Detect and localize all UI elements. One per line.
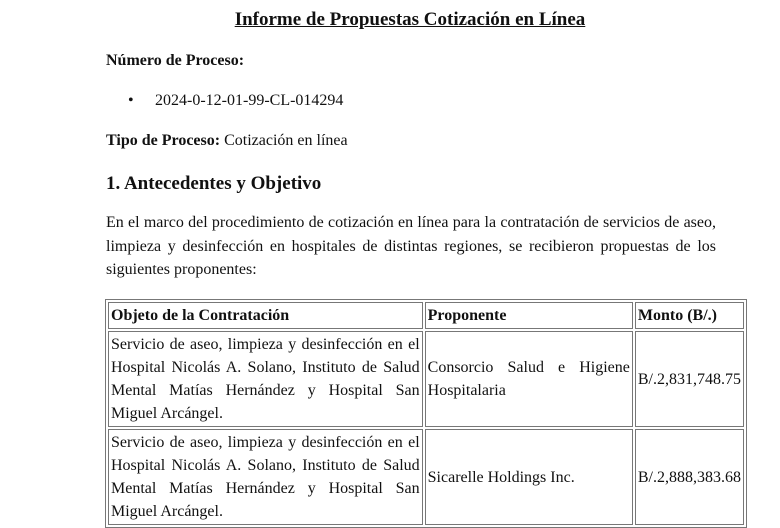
header-monto: Monto (B/.) — [635, 302, 744, 329]
section-heading: 1. Antecedentes y Objetivo — [106, 173, 322, 194]
cell-monto: B/.2,888,383.68 — [635, 429, 744, 525]
cell-proponente: Consorcio Salud e Higiene Hospitalaria — [425, 331, 633, 427]
cell-monto: B/.2,831,748.75 — [635, 331, 744, 427]
process-number-label: Número de Proceso: — [106, 52, 245, 69]
process-number-value: 2024-0-12-01-99-CL-014294 — [155, 92, 344, 109]
process-type-value: Cotización en línea — [224, 132, 348, 149]
cell-objeto: Servicio de aseo, limpieza y desinfección en el Hospital Nicolás A. Solano, Instituto de Salud Mental Matías Hernández y Hospital San Miguel Arcángel. — [108, 429, 423, 525]
process-type-label: Tipo de Proceso: — [106, 132, 221, 149]
table-row — [108, 429, 744, 525]
header-objeto: Objeto de la Contratación — [108, 302, 423, 329]
table-header-row — [108, 302, 744, 329]
cell-objeto: Servicio de aseo, limpieza y desinfección en el Hospital Nicolás A. Solano, Instituto de Salud Mental Matías Hernández y Hospital San Miguel Arcángel. — [108, 331, 423, 427]
table-row — [108, 331, 744, 427]
section-paragraph: En el marco del procedimiento de cotización en línea para la contratación de servicios de aseo, limpieza y desinfección en hospitales de distintas regiones, se recibieron propuestas de los siguientes proponentes: — [106, 214, 716, 278]
proposals-table — [105, 299, 747, 528]
process-type — [106, 132, 348, 150]
header-proponente: Proponente — [425, 302, 633, 329]
cell-proponente: Sicarelle Holdings Inc. — [425, 429, 633, 525]
bullet-icon: • — [128, 92, 134, 109]
document-title: Informe de Propuestas Cotización en Línea — [234, 9, 586, 30]
